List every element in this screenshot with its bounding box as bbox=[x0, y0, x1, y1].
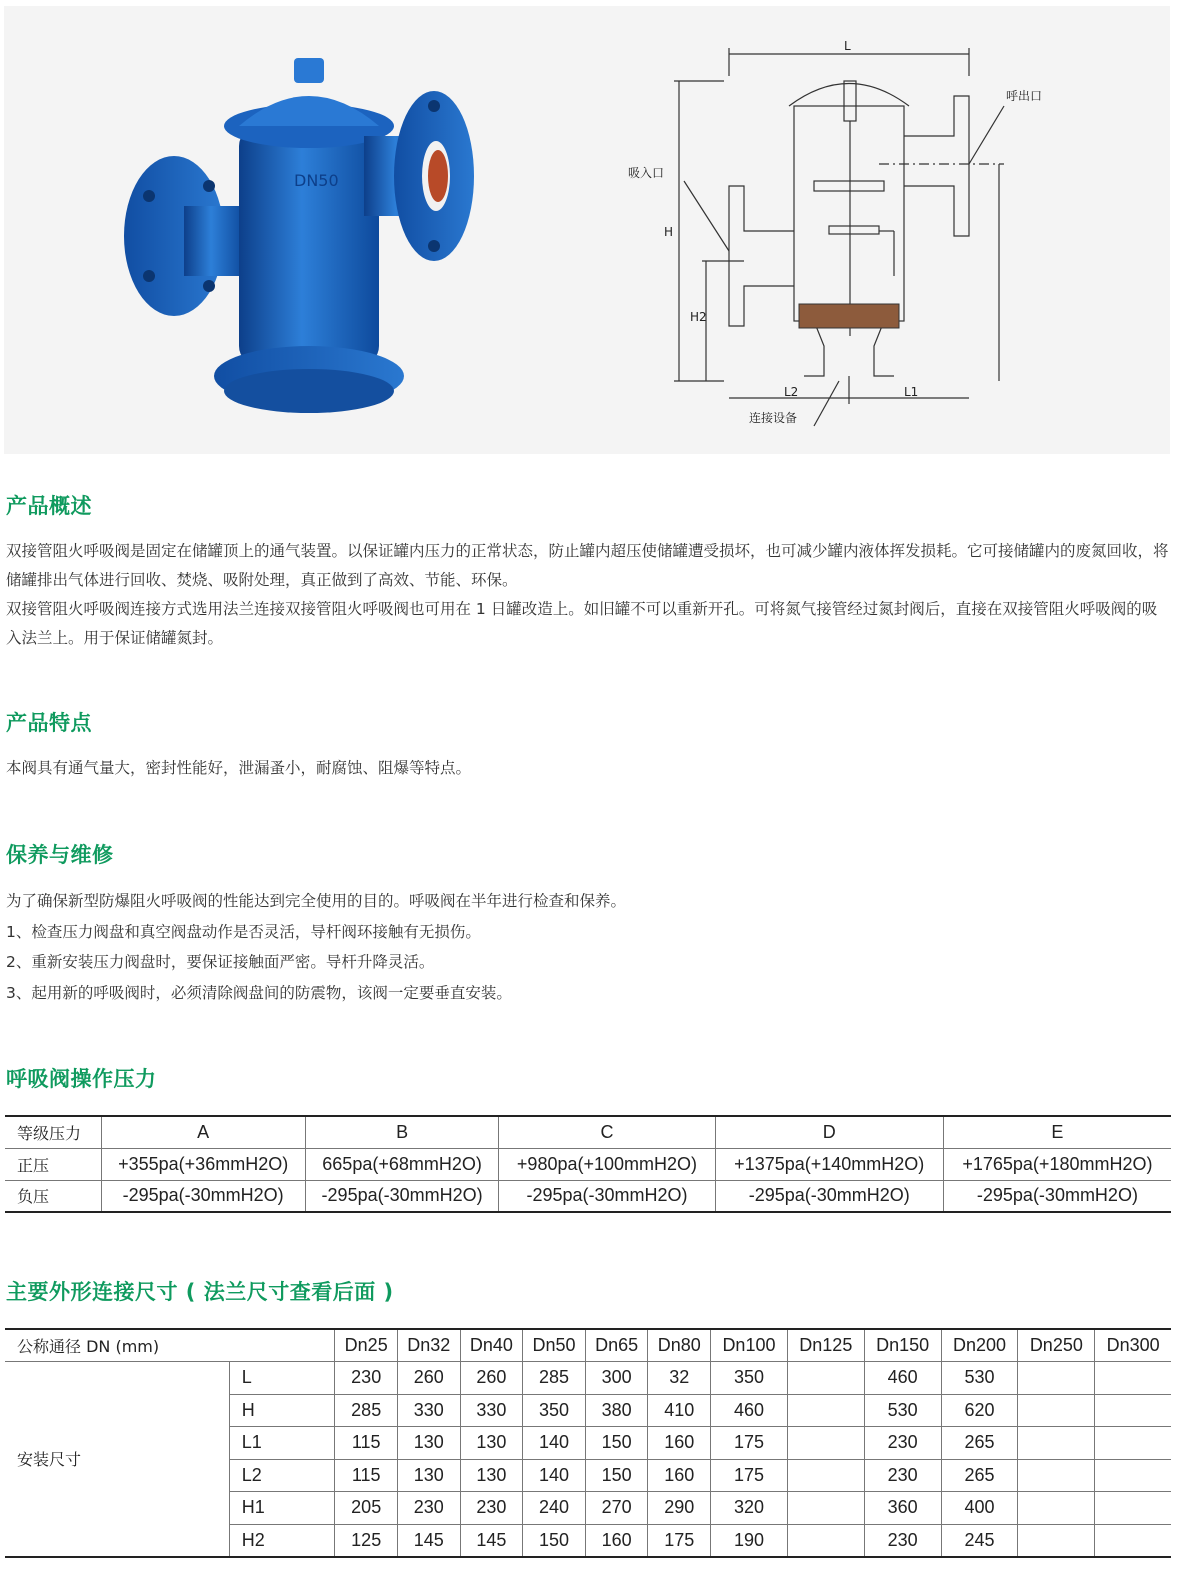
dims-cell: 530 bbox=[864, 1394, 941, 1427]
dims-column-header: Dn25 bbox=[335, 1329, 398, 1362]
dims-cell: 360 bbox=[864, 1492, 941, 1525]
pressure-header-cell: B bbox=[305, 1116, 499, 1148]
valve-photo bbox=[114, 46, 494, 436]
pressure-table bbox=[5, 1115, 1171, 1213]
dims-row-label: L bbox=[229, 1362, 335, 1395]
dims-row-label: H2 bbox=[229, 1524, 335, 1557]
dims-cell bbox=[787, 1362, 864, 1395]
dims-cell: 245 bbox=[941, 1524, 1018, 1557]
pressure-cell: +355pa(+36mmH2O) bbox=[101, 1148, 305, 1180]
pressure-cell: -295pa(-30mmH2O) bbox=[715, 1180, 943, 1212]
dims-cell: 240 bbox=[523, 1492, 586, 1525]
outlet-label: 呼出口 bbox=[1006, 89, 1043, 103]
dims-column-header: Dn40 bbox=[460, 1329, 523, 1362]
dims-cell: 460 bbox=[864, 1362, 941, 1395]
dims-row-label: H1 bbox=[229, 1492, 335, 1525]
pressure-header-cell: A bbox=[101, 1116, 305, 1148]
features-paragraph-1: 本阀具有通气量大，密封性能好，泄漏蚤小，耐腐蚀、阻爆等特点。 bbox=[6, 759, 472, 777]
dims-cell: 115 bbox=[335, 1459, 398, 1492]
pressure-header-row bbox=[5, 1116, 1171, 1148]
dims-cell: 530 bbox=[941, 1362, 1018, 1395]
valve-drawing bbox=[614, 36, 1043, 446]
dims-cell bbox=[1095, 1362, 1171, 1395]
dims-cell: 160 bbox=[648, 1459, 711, 1492]
dims-cell: 130 bbox=[398, 1459, 461, 1492]
dims-cell: 205 bbox=[335, 1492, 398, 1525]
dims-cell: 285 bbox=[523, 1362, 586, 1395]
overview-paragraph-1: 双接管阻火呼吸阀是固定在储罐顶上的通气装置。以保证罐内压力的正常状态，防止罐内超压使储罐遭受损坏，也可减少罐内液体挥发损耗。它可接储罐内的废氮回收，将储罐排出气体进行回收、焚烧、吸附处理，真正做到了高效、节能、环保。 bbox=[6, 542, 1169, 589]
dims-cell: 115 bbox=[335, 1427, 398, 1460]
dims-cell: 32 bbox=[648, 1362, 711, 1395]
dims-cell bbox=[1018, 1362, 1095, 1395]
dims-cell: 175 bbox=[648, 1524, 711, 1557]
connect-label: 连接设备 bbox=[749, 411, 798, 425]
dims-cell: 300 bbox=[585, 1362, 648, 1395]
dims-cell: 260 bbox=[398, 1362, 461, 1395]
overview-paragraph-2: 双接管阻火呼吸阀连接方式选用法兰连接双接管阻火呼吸阀也可用在 1 日罐改造上。如旧罐不可以重新开孔。可将氮气接管经过氮封阀后，直接在双接管阻火呼吸阀的吸入法兰上。用于保证储罐氮封。 bbox=[6, 600, 1158, 647]
dims-cell: 175 bbox=[711, 1427, 788, 1460]
dim-H2-label: H2 bbox=[690, 310, 707, 324]
dims-cell bbox=[1018, 1427, 1095, 1460]
dims-cell: 230 bbox=[460, 1492, 523, 1525]
dim-L-label: L bbox=[844, 39, 851, 53]
dims-column-header: Dn100 bbox=[711, 1329, 788, 1362]
dim-L2-label: L2 bbox=[784, 385, 799, 399]
dims-column-header: Dn50 bbox=[523, 1329, 586, 1362]
maintenance-heading: 保养与维修 bbox=[6, 843, 114, 867]
dims-column-header: Dn125 bbox=[787, 1329, 864, 1362]
table-row bbox=[5, 1148, 1171, 1180]
dims-cell bbox=[1095, 1524, 1171, 1557]
dims-cell: 160 bbox=[648, 1427, 711, 1460]
overview-heading: 产品概述 bbox=[6, 494, 92, 518]
dimensions-table bbox=[5, 1328, 1171, 1558]
dimensions-heading: 主要外形连接尺寸 ( 法兰尺寸查看后面 ) bbox=[6, 1280, 394, 1304]
dims-cell bbox=[1095, 1492, 1171, 1525]
dims-column-header: Dn150 bbox=[864, 1329, 941, 1362]
dims-column-header: Dn200 bbox=[941, 1329, 1018, 1362]
hero-figure bbox=[4, 6, 1170, 454]
dims-cell: 140 bbox=[523, 1459, 586, 1492]
maintenance-item-2: 2、重新安装压力阀盘时，要保证接触面严密。导杆升降灵活。 bbox=[6, 953, 435, 971]
dims-cell: 150 bbox=[585, 1427, 648, 1460]
dims-column-header: Dn32 bbox=[398, 1329, 461, 1362]
pressure-cell: 负压 bbox=[5, 1180, 101, 1212]
pressure-header-cell: 等级压力 bbox=[5, 1116, 101, 1148]
dims-cell: 130 bbox=[460, 1459, 523, 1492]
dims-cell: 400 bbox=[941, 1492, 1018, 1525]
dims-cell: 265 bbox=[941, 1427, 1018, 1460]
features-heading: 产品特点 bbox=[6, 711, 92, 735]
maintenance-item-3: 3、起用新的呼吸阀时，必须清除阀盘间的防震物，该阀一定要垂直安装。 bbox=[6, 983, 512, 1002]
table-row bbox=[5, 1180, 1171, 1212]
dims-column-header: Dn300 bbox=[1095, 1329, 1171, 1362]
pressure-header-cell: E bbox=[943, 1116, 1171, 1148]
dims-cell bbox=[787, 1459, 864, 1492]
dims-cell: 330 bbox=[398, 1394, 461, 1427]
dims-cell: 145 bbox=[398, 1524, 461, 1557]
dims-cell: 190 bbox=[711, 1524, 788, 1557]
dims-column-header: Dn80 bbox=[648, 1329, 711, 1362]
pressure-cell: +980pa(+100mmH2O) bbox=[499, 1148, 715, 1180]
pressure-cell: -295pa(-30mmH2O) bbox=[101, 1180, 305, 1212]
dims-column-header: Dn250 bbox=[1018, 1329, 1095, 1362]
dims-cell: 230 bbox=[864, 1427, 941, 1460]
pressure-header-cell: C bbox=[499, 1116, 715, 1148]
dims-cell: 320 bbox=[711, 1492, 788, 1525]
dims-cell bbox=[1095, 1394, 1171, 1427]
dims-cell: 150 bbox=[523, 1524, 586, 1557]
dims-cell: 290 bbox=[648, 1492, 711, 1525]
dim-L1-label: L1 bbox=[904, 385, 919, 399]
dims-row-label: H bbox=[229, 1394, 335, 1427]
dims-cell bbox=[1018, 1492, 1095, 1525]
dims-cell: 350 bbox=[711, 1362, 788, 1395]
pressure-header-cell: D bbox=[715, 1116, 943, 1148]
dims-cell bbox=[1018, 1524, 1095, 1557]
pressure-cell: 665pa(+68mmH2O) bbox=[305, 1148, 499, 1180]
dims-cell: 285 bbox=[335, 1394, 398, 1427]
dims-cell bbox=[787, 1492, 864, 1525]
dims-cell: 460 bbox=[711, 1394, 788, 1427]
pressure-cell: +1375pa(+140mmH2O) bbox=[715, 1148, 943, 1180]
dims-cell bbox=[787, 1524, 864, 1557]
dim-H-label: H bbox=[664, 225, 674, 239]
dims-group-label: 安装尺寸 bbox=[5, 1362, 229, 1557]
dims-cell: 160 bbox=[585, 1524, 648, 1557]
dims-cell bbox=[1018, 1459, 1095, 1492]
features-text bbox=[6, 754, 1172, 783]
dims-cell: 230 bbox=[864, 1524, 941, 1557]
dims-cell bbox=[787, 1394, 864, 1427]
dims-body bbox=[5, 1362, 1171, 1557]
dims-cell: 230 bbox=[864, 1459, 941, 1492]
dims-cell: 145 bbox=[460, 1524, 523, 1557]
dims-cell: 125 bbox=[335, 1524, 398, 1557]
inlet-label: 吸入口 bbox=[628, 166, 665, 180]
pressure-cell: -295pa(-30mmH2O) bbox=[943, 1180, 1171, 1212]
pressure-cell: -295pa(-30mmH2O) bbox=[499, 1180, 715, 1212]
pressure-heading: 呼吸阀操作压力 bbox=[6, 1067, 157, 1091]
dims-header-label: 公称通径 DN (mm) bbox=[5, 1329, 335, 1362]
dims-cell: 350 bbox=[523, 1394, 586, 1427]
dims-row-label: L1 bbox=[229, 1427, 335, 1460]
dims-row-label: L2 bbox=[229, 1459, 335, 1492]
dims-cell: 330 bbox=[460, 1394, 523, 1427]
maintenance-text bbox=[6, 886, 1172, 1008]
pressure-cell: -295pa(-30mmH2O) bbox=[305, 1180, 499, 1212]
dims-cell bbox=[1018, 1394, 1095, 1427]
maintenance-intro: 为了确保新型防爆阻火呼吸阀的性能达到完全使用的目的。呼吸阀在半年进行检查和保养。 bbox=[6, 892, 627, 910]
dims-cell: 260 bbox=[460, 1362, 523, 1395]
pressure-cell: 正压 bbox=[5, 1148, 101, 1180]
dims-cell bbox=[787, 1427, 864, 1460]
dims-cell: 150 bbox=[585, 1459, 648, 1492]
dims-cell bbox=[1095, 1459, 1171, 1492]
dims-cell: 410 bbox=[648, 1394, 711, 1427]
dims-cell: 380 bbox=[585, 1394, 648, 1427]
dims-cell: 230 bbox=[335, 1362, 398, 1395]
dims-cell: 130 bbox=[460, 1427, 523, 1460]
dims-cell: 175 bbox=[711, 1459, 788, 1492]
pressure-cell: +1765pa(+180mmH2O) bbox=[943, 1148, 1171, 1180]
dims-header-row bbox=[5, 1329, 1171, 1362]
photo-marking: DN50 bbox=[294, 171, 339, 190]
overview-text bbox=[6, 537, 1172, 653]
dims-cell: 620 bbox=[941, 1394, 1018, 1427]
dims-cell: 130 bbox=[398, 1427, 461, 1460]
dims-column-header: Dn65 bbox=[585, 1329, 648, 1362]
dims-cell: 140 bbox=[523, 1427, 586, 1460]
dims-cell: 265 bbox=[941, 1459, 1018, 1492]
dims-cell: 230 bbox=[398, 1492, 461, 1525]
dims-cell bbox=[1095, 1427, 1171, 1460]
dims-cell: 270 bbox=[585, 1492, 648, 1525]
table-row bbox=[5, 1362, 1171, 1395]
maintenance-item-1: 1、检查压力阀盘和真空阀盘动作是否灵活，导杆阀环接触有无损伤。 bbox=[6, 922, 481, 941]
